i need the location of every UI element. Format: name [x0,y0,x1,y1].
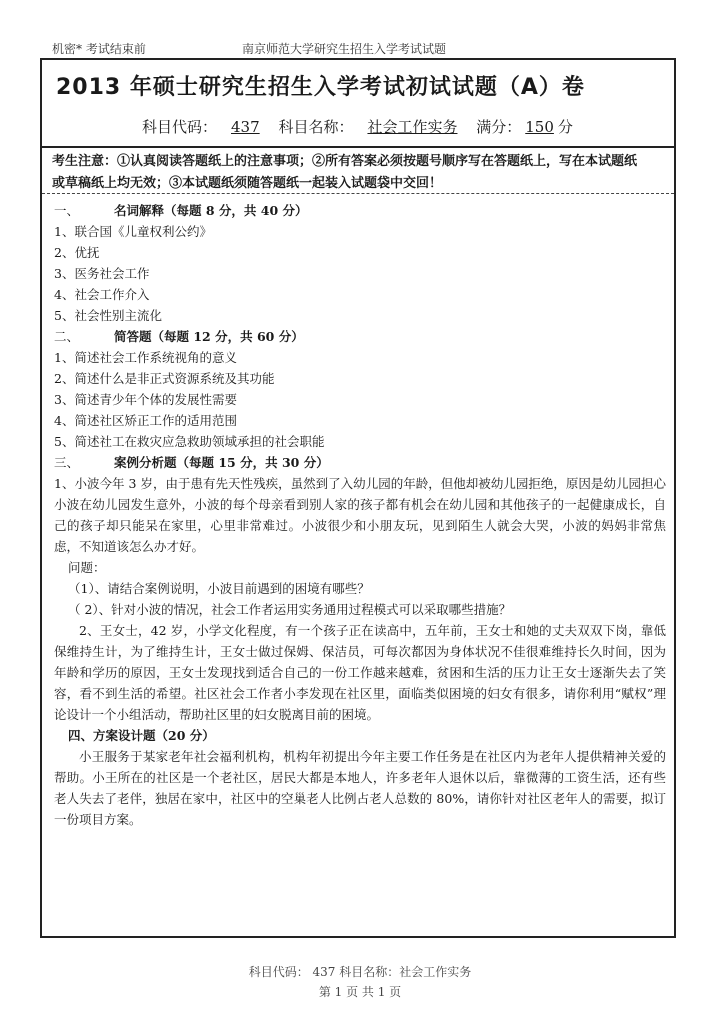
case-2-text: 2、王女士，42 岁，小学文化程度，有一个孩子正在读高中，五年前，王女士和她的丈夫双双下岗，靠低保维持生计，为了维持生计，王女士做过保姆、保洁员，可每次都因为身体状况不佳很难维持长久时间，因为年龄和学历的原因，王女士发现找到适合自己的一份工作越来越难，贫困和生活的压力让王女士逐渐失去了笑容，看不到生活的希望。社区社会工作者小李发现在社区里，面临类似困境的妇女有很多，请你利用“赋权”理论设计一个小组活动，帮助社区里的妇女脱离目前的困境。 [54,623,666,722]
exam-content [54,200,666,830]
score-value: 150 [525,118,554,136]
question-1: （1）、请结合案例说明，小波目前遇到的困境有哪些？ [68,581,370,596]
notice-box [42,146,674,194]
exam-sheet [40,58,676,938]
exam-title: 2013 年硕士研究生招生入学考试初试试题（A）卷 [56,75,585,100]
list-item: 3、医务社会工作 [54,266,150,281]
footer-page-number: 第 1 页 共 1 页 [318,985,402,999]
list-item: 5、社会性别主流化 [54,308,162,323]
exam-codes [142,116,573,137]
section-2-heading: 二、 简答题（每题 12 分，共 60 分） [54,329,304,344]
section-1-heading: 一、 名词解释（每题 8 分，共 40 分） [54,203,308,218]
list-item: 4、社会工作介入 [54,287,150,302]
section-3-heading: 三、 案例分析题（每题 15 分，共 30 分） [54,455,329,470]
list-item: 1、联合国《儿童权利公约》 [54,224,212,239]
page-footer [0,962,720,1002]
case-1-text: 1、小波今年 3 岁，由于患有先天性残疾，虽然到了入幼儿园的年龄，但他却被幼儿园拒绝，原因是幼儿园担心小波在幼儿园发生意外，小波的每个母亲看到别人家的孩子都有机会在幼儿园和其他孩子的一起健康成长，自己的孩子却只能呆在家里，心里非常难过。小波很少和小朋友玩，见到陌生人就会大哭，小波的妈妈非常焦虑，不知道该怎么办才好。 [54,476,666,554]
question-2: （ 2）、针对小波的情况，社会工作者运用实务通用过程模式可以采取哪些措施？ [68,602,512,617]
code-label: 科目代码： [142,118,218,136]
school-name: 南京师范大学研究生招生入学考试试题 [242,42,447,56]
section-4-heading: 四、方案设计题（20 分） [68,728,215,743]
section-4-text: 小王服务于某家老年社会福利机构，机构年初提出今年主要工作任务是在社区内为老年人提供精神关爱的帮助。小王所在的社区是一个老社区，居民大都是本地人，许多老年人退休以后，靠微薄的工资生活，还有些老人失去了老伴，独居在家中，社区中的空巢老人比例占老人总数的 80%，请你针对社区老年人的需要，拟订一份项目方案。 [54,749,666,827]
score-unit: 分 [557,118,573,136]
code-value: 437 [231,118,260,136]
list-item: 2、简述什么是非正式资源系统及其功能 [54,371,275,386]
score-label: 满分： [476,118,522,136]
notice-line-1: 考生注意：①认真阅读答题纸上的注意事项；②所有答案必须按题号顺序写在答题纸上，写在本试题纸 [52,154,638,169]
name-value: 社会工作实务 [367,118,458,136]
list-item: 2、优抚 [54,245,100,260]
secret-label: 机密* 考试结束前 [52,42,146,56]
list-item: 4、简述社区矫正工作的适用范围 [54,413,237,428]
footer-subject: 科目代码： 437 科目名称：社会工作实务 [248,965,472,979]
notice-line-2: 或草稿纸上均无效；③本试题纸须随答题纸一起装入试题袋中交回！ [52,176,443,191]
list-item: 5、简述社工在救灾应急救助领域承担的社会职能 [54,434,325,449]
question-label: 问题： [68,560,106,575]
name-label: 科目名称： [278,118,354,136]
list-item: 1、简述社会工作系统视角的意义 [54,350,237,365]
list-item: 3、简述青少年个体的发展性需要 [54,392,237,407]
